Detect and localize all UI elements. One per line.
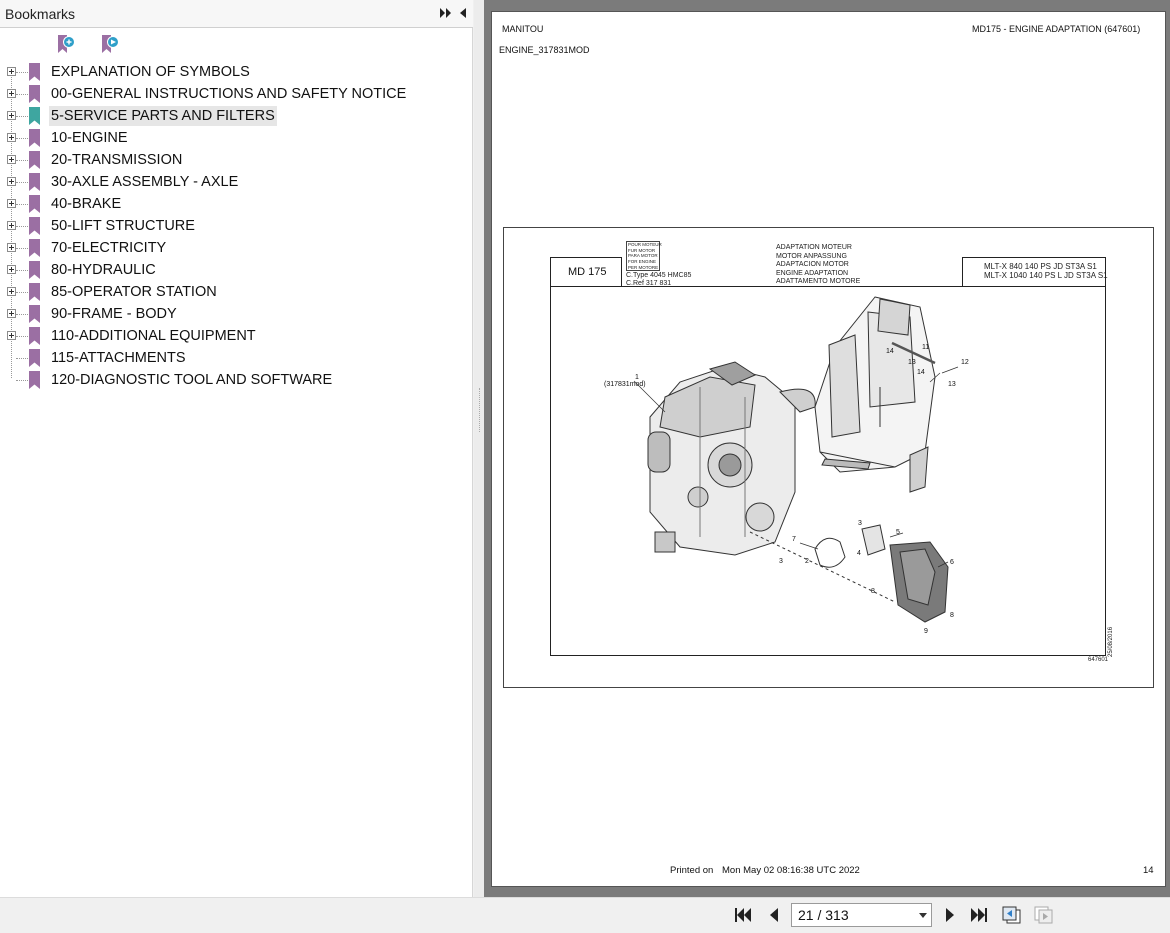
callout: 12	[961, 359, 969, 366]
bookmark-item[interactable]	[0, 61, 473, 83]
bookmark-item[interactable]	[0, 149, 473, 171]
tree-connector	[16, 248, 28, 249]
bookmark-icon	[29, 217, 40, 235]
engine-lang-line: PARA MOTOR	[628, 253, 658, 259]
tree-connector	[16, 314, 28, 315]
page-header-left: MANITOU	[502, 24, 544, 34]
page-indicator-select[interactable]	[791, 903, 932, 927]
tree-connector	[16, 358, 28, 359]
bookmark-label[interactable]: EXPLANATION OF SYMBOLS	[51, 64, 250, 80]
expand-plus-icon[interactable]	[7, 67, 16, 76]
previous-view-icon[interactable]	[1001, 904, 1023, 926]
bookmark-label[interactable]: 85-OPERATOR STATION	[51, 284, 217, 300]
callout: 5	[896, 529, 900, 536]
tree-connector	[16, 160, 28, 161]
next-view-icon[interactable]	[1033, 904, 1055, 926]
callout: 1	[635, 374, 639, 381]
printed-on-label: Printed on	[670, 865, 714, 876]
engine-adaptation-illustration	[550, 287, 1114, 657]
bookmark-icon	[29, 261, 40, 279]
engine-lang-line: FUR MOTOR	[628, 247, 656, 253]
page-number: 14	[1143, 865, 1154, 876]
tree-connector	[16, 204, 28, 205]
tree-connector	[16, 380, 28, 381]
bookmark-label[interactable]: 80-HYDRAULIC	[51, 262, 156, 278]
tree-connector	[16, 138, 28, 139]
engine-lang-line: FOR ENGINE	[628, 259, 657, 265]
applicability-lines	[984, 263, 1108, 280]
expand-plus-icon[interactable]	[7, 133, 16, 142]
bookmark-icon	[29, 107, 40, 125]
bookmark-icon	[29, 173, 40, 191]
engine-lang-lines	[628, 242, 662, 271]
bookmark-icon	[29, 349, 40, 367]
engine-type-line: C.Type 4045 HMC85	[626, 272, 692, 279]
bookmark-label[interactable]: 115-ATTACHMENTS	[51, 350, 186, 366]
bookmark-icon	[29, 239, 40, 257]
expand-plus-icon[interactable]	[7, 177, 16, 186]
expand-plus-icon[interactable]	[7, 265, 16, 274]
bookmark-label[interactable]: 00-GENERAL INSTRUCTIONS AND SAFETY NOTICE	[51, 86, 407, 102]
date-stamp: 25/08/2016	[1108, 626, 1114, 657]
bookmark-item[interactable]	[0, 105, 473, 127]
bookmark-icon	[29, 85, 40, 103]
bookmark-item[interactable]	[0, 325, 473, 347]
bookmark-icon	[29, 63, 40, 81]
callout: 13	[948, 381, 956, 388]
bookmarks-tree	[0, 61, 473, 391]
bookmark-label[interactable]: 30-AXLE ASSEMBLY - AXLE	[51, 174, 239, 190]
tree-connector	[16, 292, 28, 293]
callout: 9	[924, 628, 928, 635]
bookmark-label[interactable]: 90-FRAME - BODY	[51, 306, 177, 322]
applicability-line: MLT-X 840 140 PS JD ST3A S1	[984, 262, 1097, 271]
find-bookmark-icon[interactable]	[99, 33, 121, 55]
model-label: MD 175	[568, 266, 607, 278]
expand-plus-icon[interactable]	[7, 331, 16, 340]
engine-drawing	[648, 362, 815, 555]
engine-lang-line: POUR MOTEUR	[628, 242, 662, 247]
bookmark-item[interactable]	[0, 281, 473, 303]
previous-page-icon[interactable]	[763, 904, 785, 926]
engine-ref-label: (317831mod)	[604, 381, 646, 388]
bookmark-label[interactable]: 40-BRAKE	[51, 196, 122, 212]
bookmark-icon	[29, 195, 40, 213]
page-subheader: ENGINE_317831MOD	[499, 45, 590, 55]
expand-plus-icon[interactable]	[7, 155, 16, 164]
expand-plus-icon[interactable]	[7, 199, 16, 208]
bookmark-label[interactable]: 50-LIFT STRUCTURE	[51, 218, 195, 234]
bookmark-icon	[29, 151, 40, 169]
drawing-number: 647601	[1088, 657, 1109, 663]
cab-body-drawing	[815, 297, 935, 492]
splitter-grip[interactable]	[479, 388, 481, 432]
title-line: ENGINE ADAPTATION	[776, 269, 849, 277]
bookmark-item[interactable]	[0, 171, 473, 193]
callout: 14	[917, 369, 925, 376]
engine-lang-line: PER MOTORE	[628, 264, 659, 270]
bookmark-item[interactable]	[0, 237, 473, 259]
collapse-panel-icon[interactable]	[455, 5, 471, 21]
options-icon[interactable]	[438, 5, 454, 21]
first-page-icon[interactable]	[732, 904, 754, 926]
bookmarks-panel	[0, 0, 473, 897]
engine-ref-line: C.Ref 317 831	[626, 280, 672, 287]
bookmark-icon	[29, 129, 40, 147]
bookmark-icon	[29, 327, 40, 345]
bookmark-item[interactable]	[0, 347, 473, 369]
navigation-bar	[0, 897, 1170, 933]
tree-connector	[16, 336, 28, 337]
bookmark-item[interactable]	[0, 127, 473, 149]
callout: 6	[950, 559, 954, 566]
last-page-icon[interactable]	[968, 904, 990, 926]
title-line: MOTOR ANPASSUNG	[776, 252, 847, 260]
bookmark-item[interactable]	[0, 215, 473, 237]
title-line: ADAPTACION MOTOR	[776, 261, 849, 268]
expand-plus-icon[interactable]	[7, 111, 16, 120]
callout: 3	[779, 558, 783, 565]
next-page-icon[interactable]	[939, 904, 961, 926]
expand-plus-icon[interactable]	[7, 243, 16, 252]
tree-connector	[16, 72, 28, 73]
callout: 3	[858, 520, 862, 527]
bookmark-label[interactable]: 10-ENGINE	[51, 130, 128, 146]
tree-connector	[16, 270, 28, 271]
gasket-parts-drawing	[750, 525, 948, 622]
bookmark-label[interactable]: 20-TRANSMISSION	[51, 152, 183, 168]
bookmark-icon	[29, 283, 40, 301]
chevron-down-icon	[919, 913, 927, 918]
tree-connector	[16, 116, 28, 117]
expand-plus-icon[interactable]	[7, 221, 16, 230]
callout: 13	[908, 359, 916, 366]
bookmark-item[interactable]	[0, 193, 473, 215]
panel-title: Bookmarks	[5, 6, 76, 22]
callout: 8	[950, 612, 954, 619]
panel-splitter[interactable]	[474, 0, 484, 897]
title-lines	[776, 244, 860, 287]
bookmark-icon	[29, 305, 40, 323]
bookmark-item[interactable]	[0, 259, 473, 281]
title-line: ADAPTATION MOTEUR	[776, 244, 852, 251]
callout: 11	[922, 344, 930, 351]
bookmark-label[interactable]: 120-DIAGNOSTIC TOOL AND SOFTWARE	[51, 372, 333, 388]
bookmarks-panel-header	[0, 0, 473, 28]
callout: 8	[871, 588, 875, 595]
callout: 2	[805, 558, 809, 565]
expand-plus-icon[interactable]	[7, 287, 16, 296]
page-header-right: MD175 - ENGINE ADAPTATION (647601)	[972, 24, 1141, 34]
expand-bookmark-icon[interactable]	[55, 33, 77, 55]
bookmark-label[interactable]: 110-ADDITIONAL EQUIPMENT	[51, 328, 256, 344]
callout: 7	[792, 536, 796, 543]
expand-plus-icon[interactable]	[7, 309, 16, 318]
bookmark-item[interactable]	[0, 369, 473, 391]
bookmark-icon	[29, 371, 40, 389]
page-indicator-value: 21 / 313	[798, 907, 849, 923]
bookmarks-toolbar	[0, 29, 473, 59]
bookmark-item[interactable]	[0, 303, 473, 325]
applicability-line: MLT-X 1040 140 PS L JD ST3A S1	[984, 270, 1108, 280]
tree-connector	[16, 226, 28, 227]
bookmark-label[interactable]: 70-ELECTRICITY	[51, 240, 167, 256]
tree-connector	[16, 94, 28, 95]
printed-on-value: Mon May 02 08:16:38 UTC 2022	[722, 865, 860, 876]
expand-plus-icon[interactable]	[7, 89, 16, 98]
bookmark-label[interactable]: 5-SERVICE PARTS AND FILTERS	[51, 108, 275, 124]
tree-connector	[16, 182, 28, 183]
title-line: ADATTAMENTO MOTORE	[776, 278, 861, 285]
callout: 4	[857, 550, 861, 557]
callout: 14	[886, 348, 894, 355]
bookmark-item[interactable]	[0, 83, 473, 105]
